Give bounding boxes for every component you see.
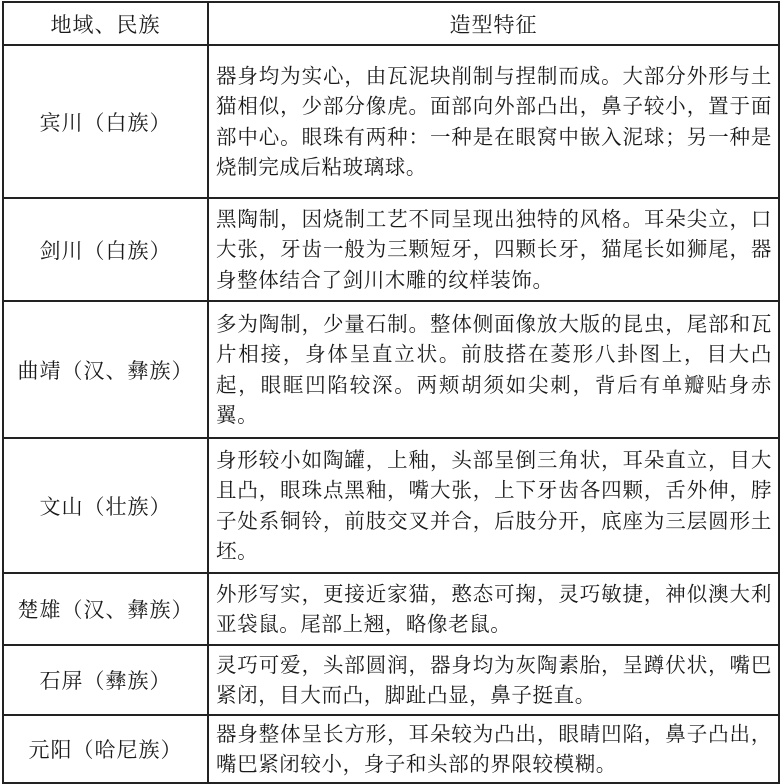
table-row [3, 645, 779, 715]
feature-cell: 灵巧可爱，头部圆润，器身均为灰陶素胎，呈蹲伏状，嘴巴紧闭，目大而凸，脚趾凸显，鼻子挺直。 [208, 645, 779, 715]
header-region: 地域、民族 [3, 2, 208, 45]
table-body [3, 45, 779, 783]
region-cell: 楚雄（汉、彝族） [3, 573, 208, 645]
feature-cell: 外形写实，更接近家猫，憨态可掬，灵巧敏捷，神似澳大利亚袋鼠。尾部上翘，略像老鼠。 [208, 573, 779, 645]
region-cell: 文山（壮族） [3, 438, 208, 573]
region-cell: 宾川（白族） [3, 45, 208, 198]
feature-cell: 黑陶制，因烧制工艺不同呈现出独特的风格。耳朵尖立，口大张，牙齿一般为三颗短牙，四颗长牙，猫尾长如狮尾，器身整体结合了剑川木雕的纹样装饰。 [208, 198, 779, 301]
region-cell: 元阳（哈尼族） [3, 715, 208, 783]
table-row [3, 573, 779, 645]
table-row [3, 198, 779, 301]
header-row [3, 2, 779, 45]
table-row [3, 438, 779, 573]
table-row [3, 45, 779, 198]
header-feature: 造型特征 [208, 2, 779, 45]
table-row [3, 301, 779, 438]
feature-cell: 器身整体呈长方形，耳朵较为凸出，眼睛凹陷，鼻子凸出，嘴巴紧闭较小，身子和头部的界限较模糊。 [208, 715, 779, 783]
region-cell: 石屏（彝族） [3, 645, 208, 715]
feature-cell: 器身均为实心，由瓦泥块削制与捏制而成。大部分外形与土猫相似，少部分像虎。面部向外部凸出，鼻子较小，置于面部中心。眼珠有两种：一种是在眼窝中嵌入泥球；另一种是烧制完成后粘玻璃球。 [208, 45, 779, 198]
table-row [3, 715, 779, 783]
region-cell: 曲靖（汉、彝族） [3, 301, 208, 438]
feature-cell: 身形较小如陶罐，上釉，头部呈倒三角状，耳朵直立，目大且凸，眼珠点黑釉，嘴大张，上下牙齿各四颗，舌外伸，脖子处系铜铃，前肢交叉并合，后肢分开，底座为三层圆形土坯。 [208, 438, 779, 573]
feature-cell: 多为陶制，少量石制。整体侧面像放大版的昆虫，尾部和瓦片相接，身体呈直立状。前肢搭在菱形八卦图上，目大凸起，眼眶凹陷较深。两颊胡须如尖刺，背后有单瓣贴身赤翼。 [208, 301, 779, 438]
table-header [3, 2, 779, 45]
features-table [2, 1, 780, 784]
region-cell: 剑川（白族） [3, 198, 208, 301]
